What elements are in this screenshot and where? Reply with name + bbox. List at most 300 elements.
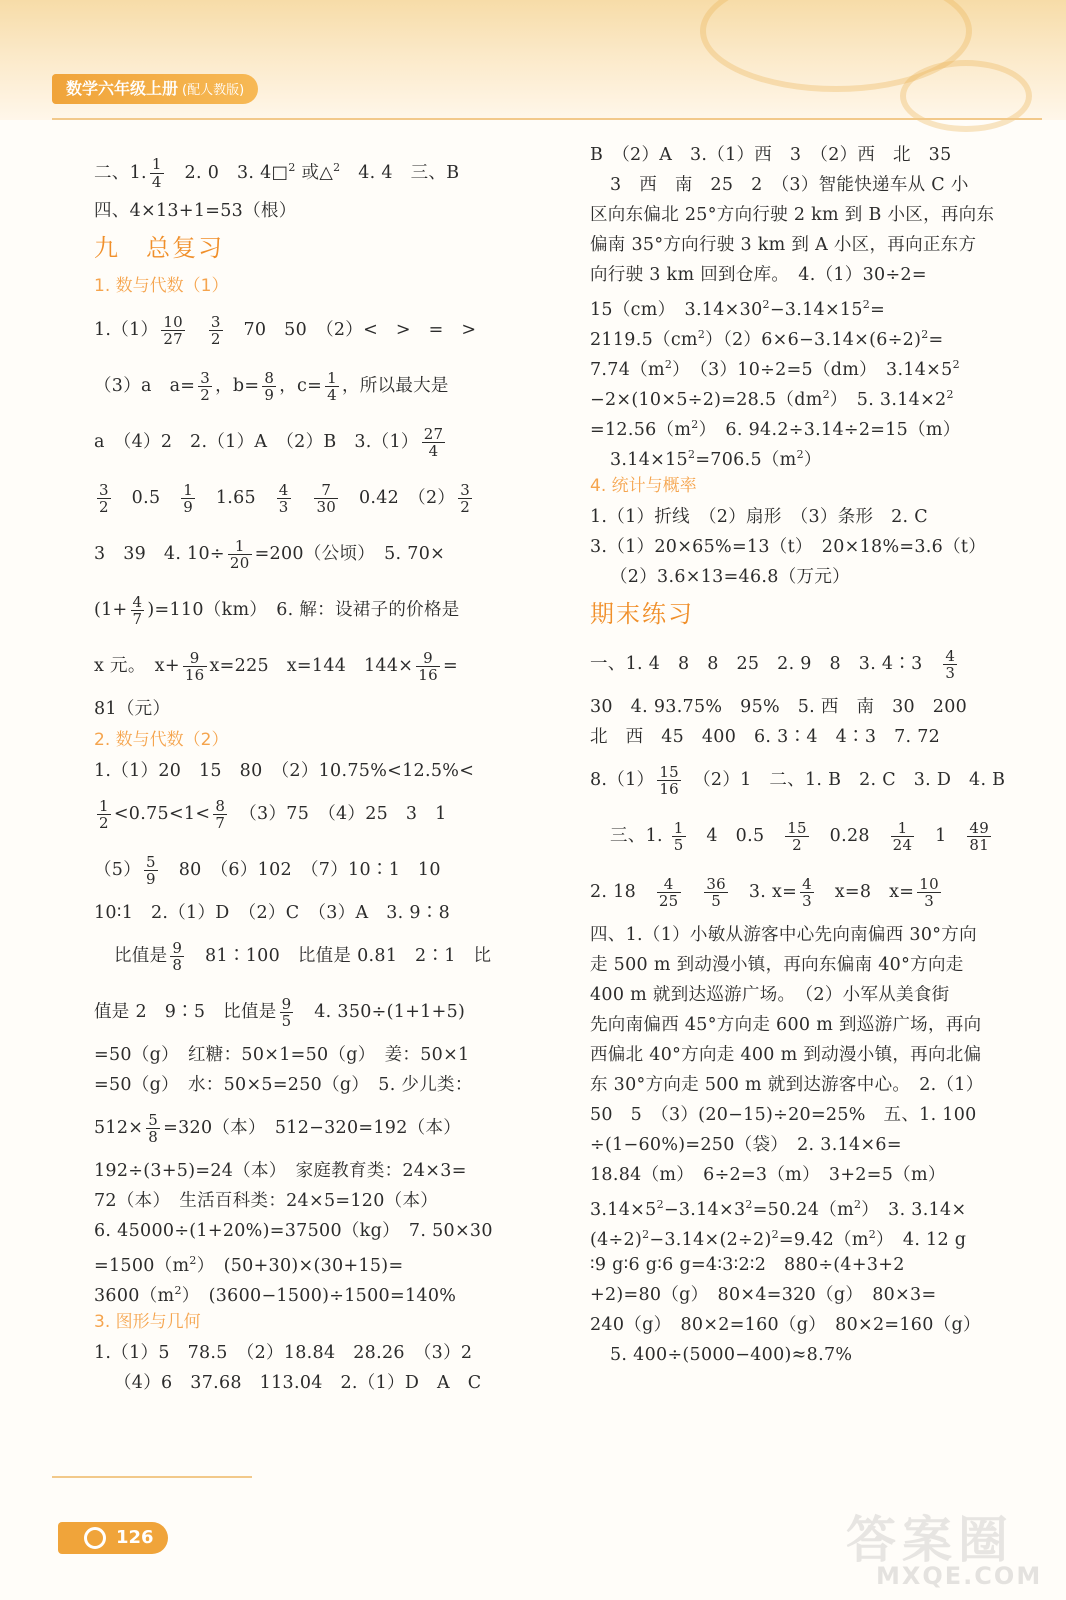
answer-line: [590, 1160, 1020, 1190]
fraction-denominator: 5: [673, 836, 684, 854]
answer-line: [590, 410, 1020, 440]
answer-line: [590, 692, 1020, 722]
fraction-denominator: 8: [172, 956, 183, 974]
answer-text: 2. 0 3. 4□: [166, 162, 289, 183]
fraction-denominator: 7: [215, 814, 226, 832]
answer-text: 三、1.: [610, 826, 669, 846]
answer-text: 81∶100 比值是 0.81 2∶1 比: [187, 946, 492, 966]
exponent: 2: [664, 358, 673, 371]
answer-text: =: [928, 329, 944, 350]
fraction: [183, 650, 207, 684]
answer-line: [94, 984, 524, 1040]
answer-text: 1.65: [198, 488, 274, 508]
edition-label: (配人教版): [182, 83, 245, 98]
answer-text: 4 0.5: [688, 826, 783, 846]
answer-text: 3600（m: [94, 1285, 175, 1306]
answer-line: [94, 1186, 524, 1216]
fraction-denominator: 4: [428, 442, 439, 460]
fraction-numerator: 4: [278, 480, 289, 499]
fraction: [657, 876, 681, 910]
fraction: [170, 940, 184, 974]
answer-text: 512×: [94, 1118, 144, 1138]
exponent: 2: [796, 448, 804, 461]
fraction-numerator: 9: [416, 650, 440, 668]
exponent: 2: [745, 1198, 753, 1211]
fraction-denominator: 2: [99, 498, 109, 516]
fraction-numerator: 8: [264, 368, 275, 387]
answer-text: 0.28: [811, 826, 888, 846]
fraction-numerator: 49: [969, 818, 990, 837]
exponent: 2: [952, 358, 960, 371]
watermark: [846, 1500, 1046, 1590]
answer-text: =50.24（m: [752, 1199, 854, 1220]
fraction-numerator: 4: [657, 876, 681, 894]
answer-line: [590, 636, 1020, 692]
answer-text: ） 3. 3.14×: [861, 1199, 967, 1220]
fraction-numerator: 4: [945, 646, 956, 665]
fraction-denominator: 4: [151, 172, 162, 191]
answer-text: =: [442, 656, 458, 676]
subsection-title: 1. 数与代数（1）: [94, 276, 229, 296]
answer-line: [590, 808, 1020, 864]
fraction-denominator: 9: [264, 386, 275, 404]
section-title: 期末练习: [590, 600, 694, 628]
watermark-url: MXQE.COM: [876, 1562, 1043, 1590]
answer-text: 偏南 35°方向行驶 3 km 到 A 小区，再向正东方: [590, 235, 977, 255]
fraction-denominator: 2: [460, 498, 471, 516]
answer-text: 走 500 m 到动漫小镇，再向东偏南 40°方向走: [590, 955, 964, 975]
fraction: [422, 426, 446, 460]
exponent: 2: [688, 448, 696, 461]
answer-line: [590, 864, 1020, 920]
fraction-denominator: 81: [969, 836, 990, 854]
answer-text: =320（本） 512−320=192（本）: [163, 1118, 462, 1138]
page-number-badge: [58, 1522, 168, 1554]
fraction: [150, 156, 164, 190]
answer-line: [94, 898, 524, 928]
fraction-denominator: 25: [658, 892, 679, 910]
answer-line: [590, 140, 1020, 170]
answer-line: [94, 842, 524, 898]
answer-line: [590, 260, 1020, 290]
answer-line: [590, 1130, 1020, 1160]
fraction-numerator: 7: [314, 482, 338, 500]
answer-text: 2. 18: [590, 882, 654, 902]
answer-text: 4. 350÷(1+1+5): [296, 1002, 466, 1022]
answer-line: [590, 230, 1020, 260]
fraction: [785, 820, 809, 854]
fraction: [704, 876, 728, 910]
fraction-numerator: 9: [172, 938, 183, 957]
answer-line: [590, 1340, 1020, 1370]
answer-line: [94, 526, 524, 582]
answer-line: [590, 1220, 1020, 1250]
exponent: 2: [333, 161, 341, 174]
fraction-numerator: 8: [215, 796, 226, 815]
fraction: [146, 1112, 160, 1146]
answer-line: [94, 1070, 524, 1100]
answer-text: =: [870, 299, 886, 320]
fraction: [657, 764, 681, 798]
answer-line: [590, 1280, 1020, 1310]
answer-text: 先向南偏西 45°方向走 600 m 到巡游广场，再向: [590, 1015, 982, 1035]
answer-text: 18.84（m） 6÷2=3（m） 3+2=5（m）: [590, 1165, 946, 1185]
answer-text: x=8 x=: [816, 882, 915, 902]
answer-line: [590, 1250, 1020, 1280]
answer-text: 3 39 4. 10÷: [94, 544, 225, 564]
answer-text: 15（cm） 3.14×30: [590, 299, 763, 320]
fraction-denominator: 24: [892, 836, 913, 854]
answer-line: [590, 170, 1020, 200]
answer-line: [94, 1100, 524, 1156]
answer-text: −3.14×(2÷2): [649, 1229, 772, 1250]
answer-line: [94, 694, 524, 724]
answer-text: 7.74（m: [590, 359, 665, 380]
exponent: 2: [642, 1228, 650, 1241]
answer-text: 2119.5（cm: [590, 329, 698, 350]
answer-line: [590, 562, 1020, 592]
answer-line: [590, 502, 1020, 532]
page-number: 126: [116, 1527, 154, 1548]
fraction-numerator: 10: [919, 874, 939, 893]
answer-text: ） 6. 94.2÷3.14÷2=15（m）: [698, 419, 961, 440]
exponent: 2: [853, 1198, 862, 1211]
answer-text: +2)=80（g） 80×4=320（g） 80×3=: [590, 1285, 937, 1305]
fraction-denominator: 3: [945, 664, 956, 682]
subsection-title: 3. 图形与几何: [94, 1312, 201, 1332]
fraction: [891, 820, 915, 854]
answer-text: 30 4. 93.75% 95% 5. 西 南 30 200: [590, 697, 968, 717]
answer-text: 400 m 就到达巡游广场。 （2）小军从美食街: [590, 985, 950, 1005]
fraction-denominator: 16: [659, 780, 680, 798]
answer-line: [590, 980, 1020, 1010]
answer-text: x 元。 x+: [94, 656, 180, 676]
fraction-numerator: 15: [787, 818, 807, 837]
answer-text: ，所以最大是: [341, 376, 449, 396]
fraction-denominator: 2: [792, 836, 802, 854]
fraction-denominator: 20: [229, 554, 250, 572]
answer-line: [590, 1190, 1020, 1220]
fraction: [280, 996, 294, 1030]
answer-column-right: [590, 140, 1020, 1370]
fraction: [198, 370, 212, 404]
answer-line: [94, 638, 524, 694]
answer-text: 72（本） 生活百科类：24×5=120（本）: [94, 1191, 439, 1211]
answer-text: （2）3.6×13=46.8（万元）: [610, 567, 850, 587]
answer-text: 3.14×5: [590, 1199, 657, 1220]
answer-text: 1.（1）: [94, 320, 159, 340]
fraction: [277, 482, 291, 516]
fraction-numerator: 1: [327, 368, 337, 387]
answer-text: 4. 4 三、B: [340, 162, 460, 183]
book-title-tag: [52, 74, 258, 104]
answer-text: ）（2）6×6−3.14×(6÷2): [705, 329, 922, 350]
answer-line: [590, 1040, 1020, 1070]
answer-line: [94, 1156, 524, 1186]
fraction-denominator: 16: [418, 666, 438, 684]
answer-line: [590, 1070, 1020, 1100]
answer-text: )=110（km） 6. 解：设裙子的价格是: [147, 600, 460, 620]
answer-text: [188, 320, 206, 340]
answer-text: (4÷2): [590, 1229, 643, 1250]
fraction-denominator: 4: [327, 386, 337, 404]
answer-text: ）: [803, 449, 822, 470]
fraction-denominator: 9: [146, 870, 156, 888]
answer-text: 10∶1 2.（1）D （2）C （3）A 3. 9∶8: [94, 903, 451, 923]
fraction: [943, 648, 957, 682]
answer-text: −2×(10×5÷2)=28.5（dm: [590, 389, 823, 410]
fraction: [967, 820, 991, 854]
answer-line: [94, 196, 524, 226]
answer-line: [590, 1010, 1020, 1040]
answer-line: [590, 380, 1020, 410]
fraction-denominator: 27: [163, 330, 184, 348]
answer-line: [590, 752, 1020, 808]
answer-line: [94, 302, 524, 358]
answer-line: [94, 1216, 524, 1246]
answer-text: 东 30°方向走 500 m 就到达游客中心。 2.（1）: [590, 1075, 984, 1095]
fraction-numerator: 3: [210, 312, 221, 331]
answer-line: [590, 722, 1020, 752]
answer-text: 240（g） 80×2=160（g） 80×2=160（g）: [590, 1315, 981, 1335]
answer-text: ，b=: [215, 376, 260, 396]
answer-text: =12.56（m: [590, 419, 692, 440]
answer-text: 3.14×15: [610, 449, 688, 470]
exponent: 2: [691, 418, 699, 431]
fraction-denominator: 5: [281, 1012, 292, 1030]
exponent: 2: [189, 1254, 197, 1267]
answer-line: [590, 950, 1020, 980]
fraction-denominator: 16: [184, 666, 205, 684]
answer-text: ） 5. 3.14×2: [829, 389, 947, 410]
section-title: 九 总复习: [94, 234, 224, 262]
fraction: [228, 538, 252, 572]
answer-line: [94, 1246, 524, 1276]
fraction-denominator: 3: [802, 892, 812, 910]
answer-text: ÷(1−60%)=250（袋） 2. 3.14×6=: [590, 1135, 902, 1155]
answer-text: （2）1 二、1. B 2. C 3. D 4. B: [684, 770, 1006, 790]
fraction: [144, 854, 158, 888]
answer-text: （5）: [94, 860, 142, 880]
fraction-numerator: 15: [659, 762, 680, 781]
answer-text: 1.（1）折线 （2）扇形 （3）条形 2. C: [590, 507, 928, 527]
answer-text: <0.75<1<: [113, 804, 211, 824]
fraction-numerator: 9: [281, 994, 292, 1013]
answer-text: 81（元）: [94, 699, 171, 719]
fraction-denominator: 8: [148, 1128, 159, 1146]
fraction: [213, 798, 227, 832]
fraction-numerator: 1: [891, 820, 915, 838]
fraction: [325, 370, 339, 404]
answer-text: x=225 x=144 144×: [209, 656, 414, 676]
answer-line: [590, 440, 1020, 470]
subsection-title: 2. 数与代数（2）: [94, 730, 229, 750]
answer-text: −3.14×15: [769, 299, 863, 320]
answer-text: 1.（1）5 78.5 （2）18.84 28.26 （3）2: [94, 1343, 473, 1363]
answer-text: ） 4. 12 g: [876, 1229, 967, 1250]
answer-text: 80 （6）102 （7）10∶1 10: [160, 860, 441, 880]
fraction: [131, 594, 145, 628]
answer-text: 一、1. 4 8 8 25 2. 9 8 3. 4∶3: [590, 654, 941, 674]
fraction-denominator: 30: [316, 498, 337, 516]
answer-text: 5. 400÷(5000−400)≈8.7%: [610, 1345, 853, 1365]
answer-line: [590, 920, 1020, 950]
answer-text: =9.42（m: [778, 1229, 869, 1250]
fraction: [262, 370, 276, 404]
answer-line: [590, 350, 1020, 380]
answer-text: =706.5（m: [695, 449, 797, 470]
answer-text: ，c=: [279, 376, 323, 396]
exponent: 2: [174, 1284, 182, 1297]
answer-line: [94, 1040, 524, 1070]
exponent: 2: [771, 1228, 779, 1241]
answer-text: =200（公顷） 5. 70×: [254, 544, 446, 564]
answer-text: B （2）A 3.（1）西 3 （2）西 北 35: [590, 145, 952, 165]
answer-text: 50 5 （3）(20−15)÷20=25% 五、1. 100: [590, 1105, 977, 1125]
fraction-denominator: 2: [210, 330, 221, 348]
answer-text: 西偏北 40°方向走 400 m 到动漫小镇，再向北偏: [590, 1045, 982, 1065]
fraction-denominator: 5: [711, 892, 722, 910]
fraction: [416, 650, 440, 684]
fraction-numerator: 3: [200, 368, 211, 387]
answer-line: [94, 1338, 524, 1368]
answer-text: 北 西 45 400 6. 3∶4 4∶3 7. 72: [590, 727, 941, 747]
subsection-title: 4. 统计与概率: [590, 476, 697, 496]
answer-text: =50（g） 水：50×5=250（g） 5. 少儿类：: [94, 1075, 473, 1095]
fraction-denominator: 3: [924, 892, 935, 910]
answer-text: 四、1.（1）小敏从游客中心先向南偏西 30°方向: [590, 925, 977, 945]
answer-text: 四、4×13+1=53（根）: [94, 201, 297, 221]
answer-text: 192÷(3+5)=24（本） 家庭教育类：24×3=: [94, 1161, 467, 1181]
answer-text: =1500（m: [94, 1255, 190, 1276]
answer-text: 或△: [295, 162, 334, 183]
answer-text: 3 西 南 25 2 （3）智能快递车从 C 小: [610, 175, 969, 195]
answer-text: 3. x=: [731, 882, 798, 902]
answer-text: =50（g） 红糖：50×1=50（g） 姜：50×1: [94, 1045, 470, 1065]
answer-line: [590, 290, 1020, 320]
answer-text: 比值是: [114, 946, 168, 966]
answer-text: ） (50+30)×(30+15)=: [196, 1255, 404, 1276]
fraction-numerator: 4: [802, 874, 812, 893]
answer-text: ∶9 g∶6 g∶6 g=4∶3∶2∶2 880÷(4+3+2: [590, 1255, 905, 1275]
fraction-numerator: 1: [183, 480, 194, 499]
fraction-denominator: 9: [183, 498, 194, 516]
fraction-numerator: 1: [151, 155, 162, 174]
fraction-denominator: 7: [132, 610, 143, 628]
answer-text: （4）6 37.68 113.04 2.（1）D A C: [114, 1373, 482, 1393]
answer-text: [294, 488, 312, 508]
answer-line: [590, 1310, 1020, 1340]
book-title: 数学六年级上册: [66, 79, 179, 98]
answer-line: [590, 1100, 1020, 1130]
answer-text: a （4）2 2.（1）A （2）B 3.（1）: [94, 432, 419, 452]
fraction: [917, 876, 941, 910]
decor-swirl: [900, 60, 1032, 132]
fraction-numerator: 3: [460, 480, 471, 499]
exponent: 2: [762, 298, 770, 311]
exponent: 2: [868, 1228, 877, 1241]
answer-text: 区向东偏北 25°方向行驶 2 km 到 B 小区，再向东: [590, 205, 995, 225]
fraction-numerator: 5: [146, 852, 156, 871]
exponent: 2: [697, 328, 706, 341]
fraction: [97, 798, 111, 832]
fraction-numerator: 27: [423, 424, 444, 443]
exponent: 2: [288, 161, 296, 174]
fraction-numerator: 1: [228, 538, 252, 556]
answer-column-left: [94, 140, 524, 1398]
fraction-numerator: 5: [148, 1110, 159, 1129]
answer-line: [590, 200, 1020, 230]
answer-text: 0.5: [113, 488, 179, 508]
answer-line: [94, 140, 524, 196]
answer-text: 1: [917, 826, 965, 846]
answer-text: 二、1.: [94, 162, 147, 183]
answer-line: [94, 928, 524, 984]
fraction-numerator: 1: [673, 818, 684, 837]
answer-line: [590, 532, 1020, 562]
answer-line: [94, 470, 524, 526]
answer-line: [94, 1368, 524, 1398]
fraction: [314, 482, 338, 516]
answer-text: （3）a a=: [94, 376, 196, 396]
exponent: 2: [921, 328, 929, 341]
answer-line: [94, 414, 524, 470]
exponent: 2: [862, 298, 871, 311]
answer-text: 3.（1）20×65%=13（t） 20×18%=3.6（t）: [590, 537, 987, 557]
exponent: 2: [656, 1198, 664, 1211]
answer-text: （3）75 （4）25 3 1: [230, 804, 447, 824]
fraction-numerator: 1: [99, 796, 109, 815]
answer-text: ） （3）10÷2=5（dm） 3.14×5: [672, 359, 953, 380]
answer-text: (1+: [94, 600, 128, 620]
fraction: [97, 482, 111, 516]
answer-text: 0.42 （2）: [341, 488, 456, 508]
fraction-numerator: 4: [132, 592, 143, 611]
answer-text: ） (3600−1500)÷1500=140%: [181, 1285, 457, 1306]
fraction-numerator: 3: [99, 480, 109, 499]
fraction-denominator: 2: [99, 814, 109, 832]
header-rule: [52, 118, 1042, 120]
ring-icon: [84, 1527, 106, 1549]
fraction: [800, 876, 814, 910]
fraction-numerator: 9: [183, 650, 207, 668]
answer-text: 值是 2 9∶5 比值是: [94, 1002, 277, 1022]
answer-text: [684, 882, 702, 902]
answer-text: 70 50 （2）< > = >: [225, 320, 477, 340]
answer-line: [94, 786, 524, 842]
answer-text: −3.14×3: [663, 1199, 746, 1220]
answer-line: [590, 320, 1020, 350]
answer-line: [94, 582, 524, 638]
fraction: [181, 482, 195, 516]
answer-line: [94, 358, 524, 414]
fraction: [209, 314, 223, 348]
fraction: [458, 482, 472, 516]
fraction-numerator: 36: [706, 874, 727, 893]
exponent: 2: [822, 388, 830, 401]
fraction: [672, 820, 686, 854]
answer-text: 向行驶 3 km 回到仓库。 4.（1）30÷2=: [590, 265, 927, 285]
answer-line: [94, 756, 524, 786]
fraction-denominator: 3: [278, 498, 289, 516]
answer-line: [94, 1276, 524, 1306]
answer-text: 1.（1）20 15 80 （2）10.75%<12.5%<: [94, 761, 475, 781]
answer-text: 6. 45000÷(1+20%)=37500（kg） 7. 50×30: [94, 1221, 493, 1241]
fraction-numerator: 10: [163, 312, 184, 331]
answer-text: 8.（1）: [590, 770, 655, 790]
exponent: 2: [946, 388, 954, 401]
watermark-text: 答案圈: [846, 1511, 1014, 1569]
